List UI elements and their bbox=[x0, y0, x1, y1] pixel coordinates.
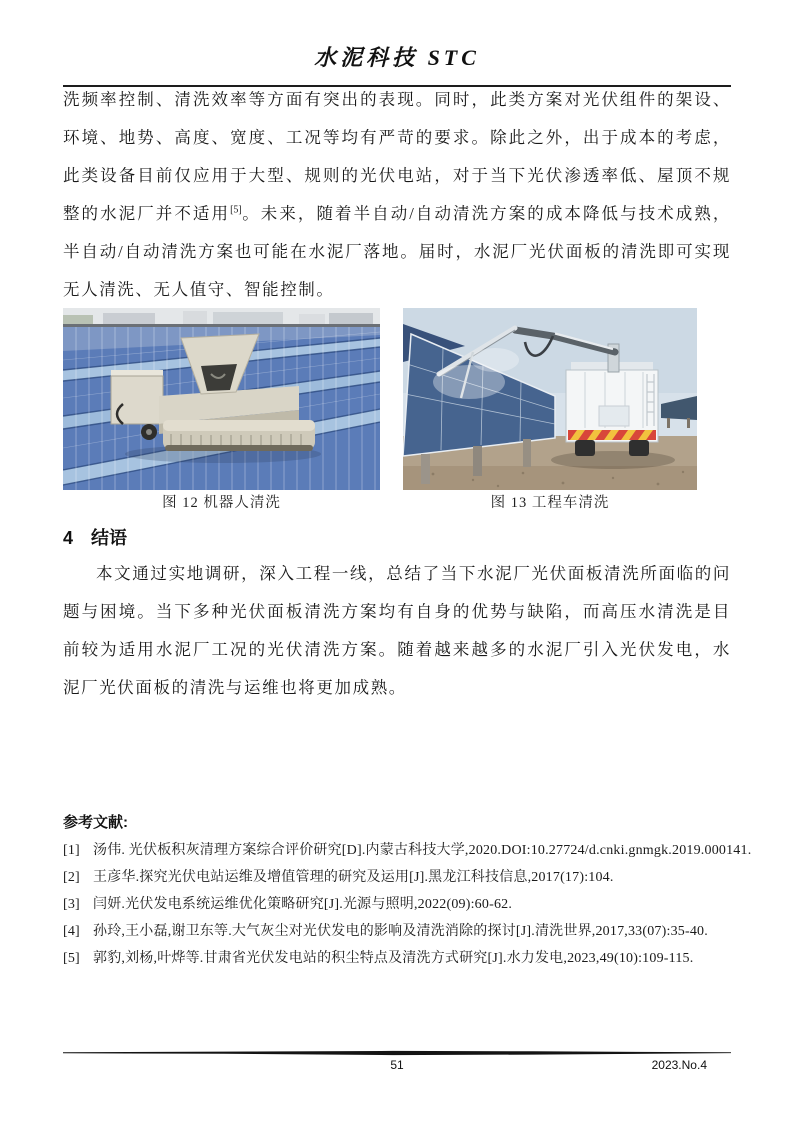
page-content bbox=[63, 0, 752, 972]
references-section bbox=[63, 812, 752, 972]
footer-rule bbox=[63, 1050, 731, 1056]
page-number: 51 bbox=[390, 1058, 404, 1072]
reference-label: [1] bbox=[63, 843, 80, 858]
footer-row bbox=[63, 1058, 731, 1076]
body-paragraph-1 bbox=[63, 81, 731, 309]
figures-row bbox=[63, 308, 731, 513]
reference-item bbox=[63, 945, 731, 972]
reference-text: 汤伟. 光伏板积灰清理方案综合评价研究[D].内蒙古科技大学,2020.DOI:10.27724/d.cnki.gnmgk.2019.000141. bbox=[93, 843, 752, 858]
figure-13 bbox=[403, 308, 697, 513]
page-footer bbox=[63, 1050, 731, 1076]
figure-12-caption: 图 12 机器人清洗 bbox=[162, 495, 281, 511]
reference-item bbox=[63, 891, 731, 918]
reference-label: [5] bbox=[63, 951, 80, 966]
figure-13-caption: 图 13 工程车清洗 bbox=[490, 495, 610, 511]
section-number: 4 bbox=[63, 528, 74, 548]
issue-number: 2023.No.4 bbox=[651, 1058, 707, 1072]
truck-crane-cleaning-solar-panels-photo bbox=[403, 308, 697, 490]
reference-text: 王彦华.探究光伏电站运维及增值管理的研究及运用[J].黑龙江科技信息,2017(17):104. bbox=[93, 870, 614, 885]
paragraph-text: 洗频率控制、清洗效率等方面有突出的表现。同时，此类方案对光伏组件的架设、环境、地势、高度、宽度、工况等均有严苛的要求。除此之外，出于成本的考虑，此类设备目前仅应用于大型、规则的光伏电站，对于当下光伏渗透率低、屋顶不规整的水泥厂并不适用 bbox=[63, 90, 731, 223]
paragraph-text: 。未来，随着半自动/自动清洗方案的成本降低与技术成熟，半自动/自动清洗方案也可能在水泥厂落地。届时，水泥厂光伏面板的清洗即可实现无人清洗、无人值守、智能控制。 bbox=[63, 204, 731, 299]
citation-superscript-5: [5] bbox=[230, 204, 242, 216]
references-list bbox=[63, 837, 752, 972]
conclusion-paragraph: 本文通过实地调研，深入工程一线，总结了当下水泥厂光伏面板清洗所面临的问题与困境。当下多种光伏面板清洗方案均有自身的优势与缺陷，而高压水清洗是目前较为适用水泥厂工况的光伏清洗方案。随着越来越多的水泥厂引入光伏发电，水泥厂光伏面板的清洗与运维也将更加成熟。 bbox=[63, 564, 731, 697]
reference-label: [2] bbox=[63, 870, 80, 885]
section-heading bbox=[63, 527, 731, 549]
reference-text: 孙玲,王小磊,谢卫东等.大气灰尘对光伏发电的影响及清洗消除的探讨[J].清洗世界,2017,33(07):35-40. bbox=[93, 924, 708, 939]
reference-label: [4] bbox=[63, 924, 80, 939]
references-heading: 参考文献: bbox=[63, 814, 128, 831]
reference-text: 闫妍.光伏发电系统运维优化策略研究[J].光源与照明,2022(09):60-62. bbox=[93, 897, 513, 912]
reference-item bbox=[63, 837, 752, 864]
robot-cleaning-solar-panels-photo bbox=[63, 308, 380, 490]
reference-item bbox=[63, 918, 731, 945]
reference-item bbox=[63, 864, 731, 891]
figure-12 bbox=[63, 308, 380, 513]
reference-text: 郭豹,刘杨,叶烨等.甘肃省光伏发电站的积尘特点及清洗方式研究[J].水力发电,2023,49(10):109-115. bbox=[93, 951, 694, 966]
section-title: 结语 bbox=[91, 528, 128, 548]
reference-label: [3] bbox=[63, 897, 80, 912]
journal-title: 水泥科技 STC bbox=[314, 45, 480, 70]
